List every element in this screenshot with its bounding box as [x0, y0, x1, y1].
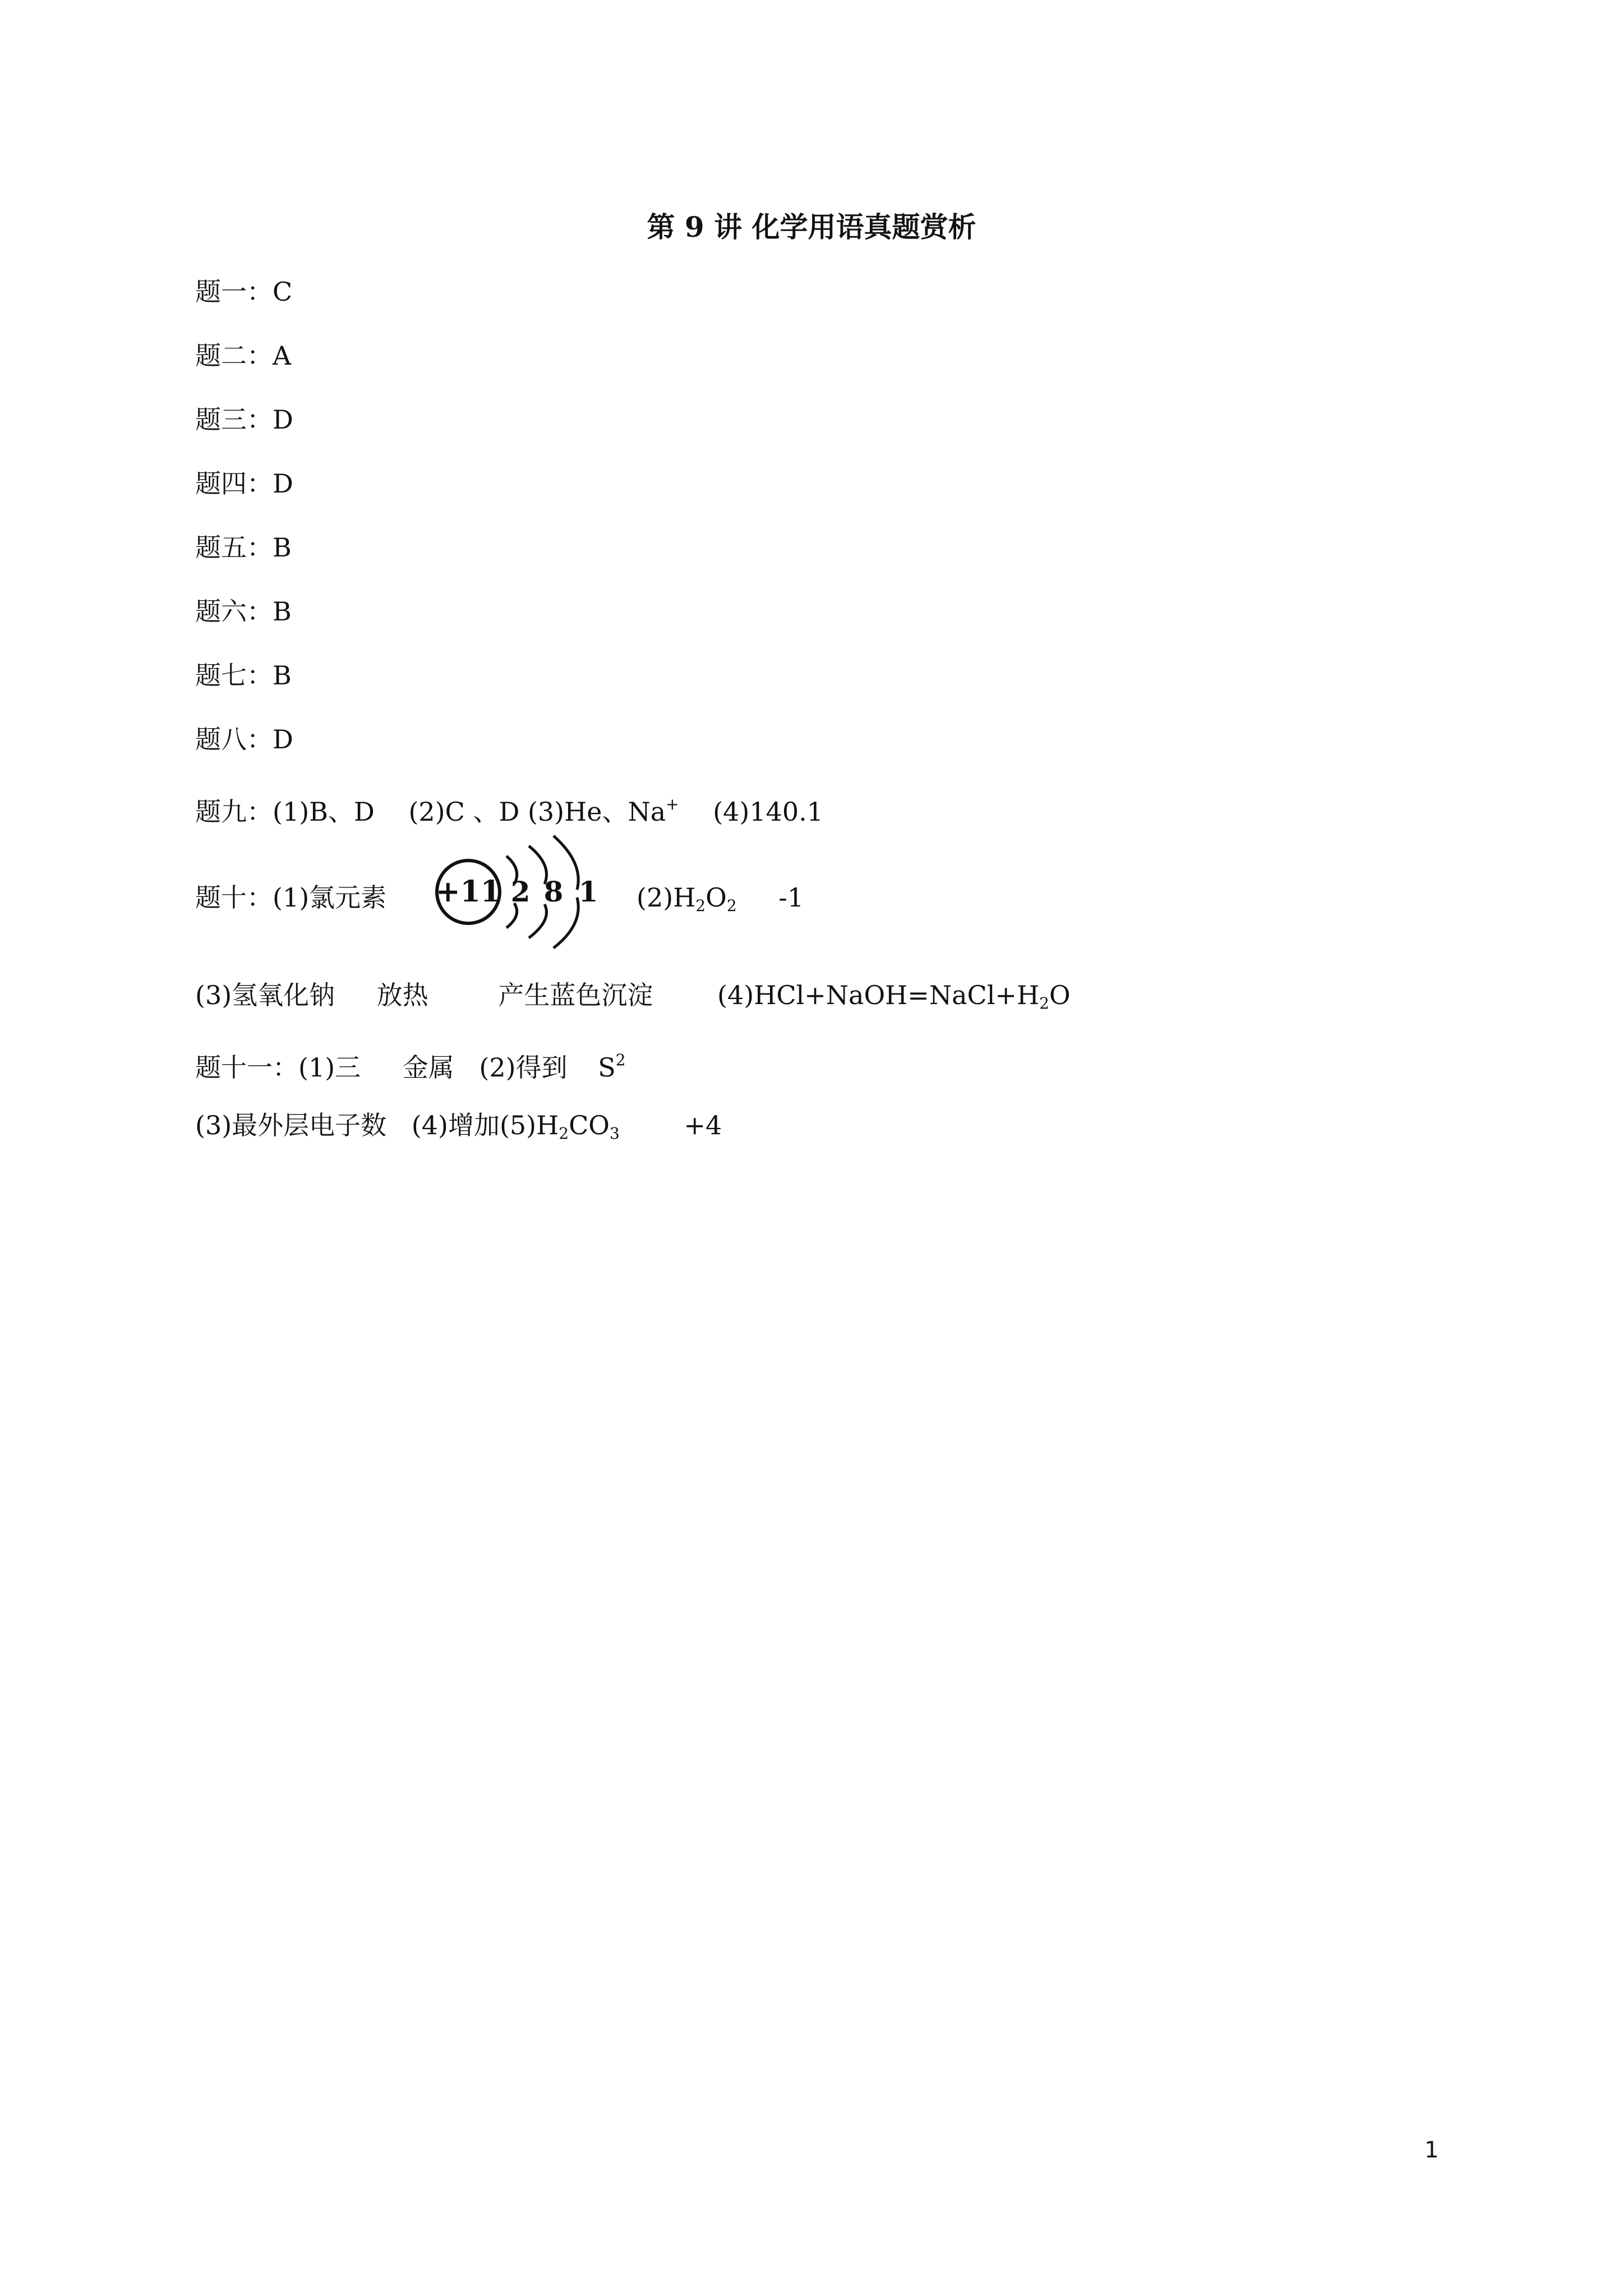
question-label: 题八：: [195, 724, 273, 754]
question-label: 题五：: [195, 532, 273, 563]
shell-3-electrons: 1: [578, 875, 598, 908]
question-label: 题九：: [195, 797, 273, 827]
answer-value: D: [273, 404, 293, 435]
answer-q9: [195, 788, 823, 829]
answer-part-4-suffix: O: [1049, 980, 1071, 1010]
answer-part-4-prefix: (4)HCl+NaOH=NaCl+H: [717, 980, 1040, 1010]
formula-subscript: 3: [610, 1124, 620, 1143]
question-label: 题一：: [195, 277, 273, 307]
question-label: 题十一：: [195, 1052, 298, 1083]
answer-part-3b: 放热: [376, 980, 428, 1010]
answer-value: B: [273, 660, 292, 691]
answer-q11-line2: [195, 1108, 722, 1151]
answer-q1: [195, 275, 292, 309]
answer-q5: [195, 531, 292, 564]
shell-2-electrons: 8: [543, 875, 564, 908]
answer-q4: [195, 467, 293, 500]
answer-value: A: [273, 341, 292, 371]
nucleus-charge: +11: [436, 875, 501, 909]
formula-subscript: 2: [1039, 994, 1049, 1013]
answer-part-3c: 产生蓝色沉淀: [498, 980, 653, 1010]
question-label: 题三：: [195, 404, 273, 435]
answer-value: C: [273, 277, 293, 307]
answer-q11-line1: [195, 1043, 626, 1084]
answer-value: D: [273, 468, 293, 499]
question-label: 题七：: [195, 660, 273, 691]
answer-q2: [195, 339, 291, 372]
charge-superscript: +: [666, 795, 679, 813]
answer-part-4: (4)增加: [411, 1110, 500, 1140]
page-title: 第 9 讲 化学用语真题赏析: [647, 210, 976, 243]
answer-part-1: (1)B、D: [273, 797, 375, 827]
formula-subscript: 2: [726, 896, 737, 915]
valence-value: -1: [778, 882, 804, 913]
answer-q7: [195, 659, 292, 692]
answer-part-3: (3)He、Na: [527, 797, 666, 827]
answer-q10-line1: [195, 881, 386, 914]
answer-part-3: (3)最外层电子数: [195, 1110, 387, 1140]
answer-value: D: [273, 724, 293, 754]
answer-q3: [195, 403, 293, 436]
answer-part-1: (1)三: [298, 1052, 361, 1083]
question-label: 题十：: [195, 882, 273, 913]
formula-element: O: [706, 882, 727, 913]
answer-part-4: (4)140.1: [713, 797, 824, 827]
formula-prefix: (5)H: [499, 1110, 559, 1140]
valence-value: +4: [684, 1110, 722, 1140]
answer-q8: [195, 723, 293, 756]
answer-part-1b: 金属: [402, 1052, 454, 1083]
atom-structure-diagram: [435, 830, 603, 954]
formula-subscript: 2: [559, 1124, 569, 1143]
question-label: 题六：: [195, 596, 273, 627]
answer-q6: [195, 595, 292, 628]
answer-q10-line2: [195, 978, 1071, 1020]
charge-superscript: 2: [615, 1051, 626, 1069]
answer-value: B: [273, 596, 292, 627]
question-label: 题四：: [195, 468, 273, 499]
answer-part-2: (2)C 、D: [408, 797, 520, 827]
answer-q10-part2: [637, 881, 804, 923]
answer-part-3a: (3)氢氧化钠: [195, 980, 335, 1010]
formula-subscript: 2: [695, 896, 706, 915]
shell-1-electrons: 2: [510, 875, 531, 908]
answer-value: B: [273, 532, 292, 563]
page-number: 1: [1424, 2137, 1439, 2163]
shell-2-arc-bottom: [529, 904, 547, 938]
answer-part-1: (1)氯元素: [273, 882, 387, 913]
formula-prefix: (2)H: [637, 882, 696, 913]
ion-symbol: S: [598, 1052, 616, 1083]
answer-part-2: (2)得到: [479, 1052, 568, 1083]
formula-element: CO: [569, 1110, 610, 1140]
question-label: 题二：: [195, 341, 273, 371]
